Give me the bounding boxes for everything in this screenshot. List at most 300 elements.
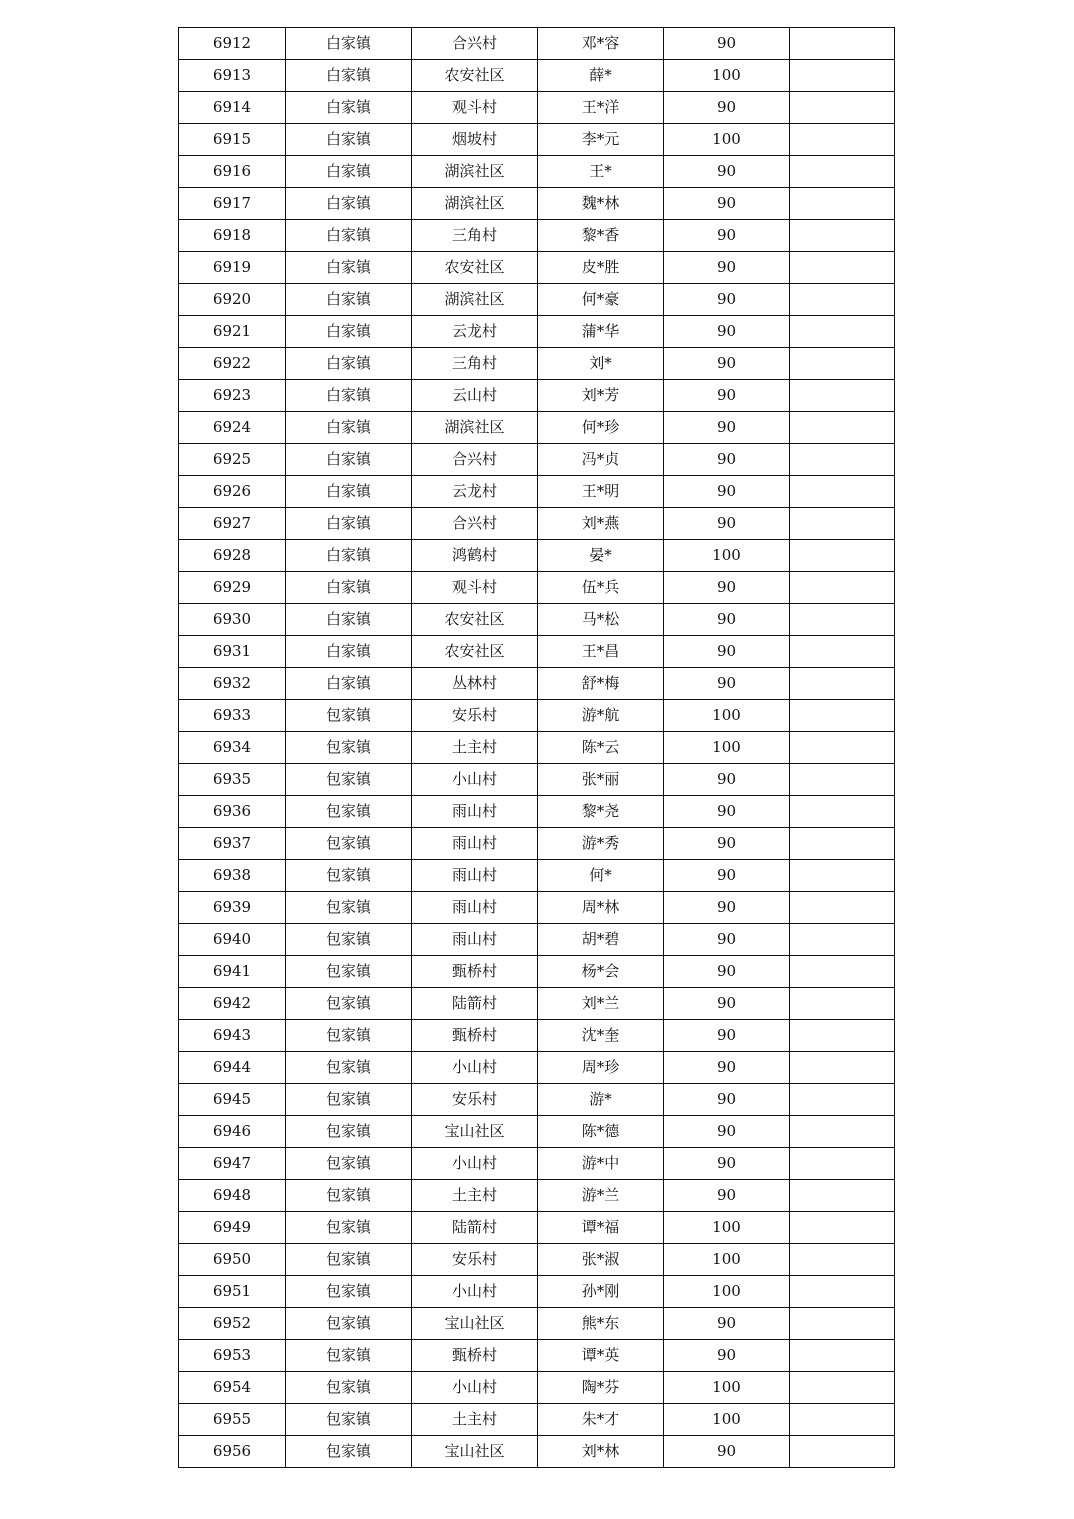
town-cell: 包家镇 bbox=[286, 1180, 412, 1212]
remark-cell bbox=[790, 1116, 895, 1148]
town-cell: 包家镇 bbox=[286, 764, 412, 796]
name-cell: 游*秀 bbox=[538, 828, 664, 860]
name-cell: 薛* bbox=[538, 60, 664, 92]
name-cell: 伍*兵 bbox=[538, 572, 664, 604]
name-cell: 陶*芬 bbox=[538, 1372, 664, 1404]
name-cell: 皮*胜 bbox=[538, 252, 664, 284]
town-cell: 白家镇 bbox=[286, 252, 412, 284]
table-row bbox=[179, 252, 895, 284]
score-cell: 90 bbox=[664, 924, 790, 956]
row-number-cell: 6940 bbox=[179, 924, 286, 956]
village-cell: 农安社区 bbox=[412, 604, 538, 636]
row-number-cell: 6921 bbox=[179, 316, 286, 348]
town-cell: 白家镇 bbox=[286, 92, 412, 124]
score-cell: 90 bbox=[664, 1308, 790, 1340]
name-cell: 谭*福 bbox=[538, 1212, 664, 1244]
row-number-cell: 6947 bbox=[179, 1148, 286, 1180]
score-cell: 90 bbox=[664, 604, 790, 636]
row-number-cell: 6917 bbox=[179, 188, 286, 220]
town-cell: 白家镇 bbox=[286, 156, 412, 188]
name-cell: 沈*奎 bbox=[538, 1020, 664, 1052]
village-cell: 三角村 bbox=[412, 348, 538, 380]
town-cell: 包家镇 bbox=[286, 956, 412, 988]
row-number-cell: 6953 bbox=[179, 1340, 286, 1372]
score-cell: 90 bbox=[664, 764, 790, 796]
village-cell: 湖滨社区 bbox=[412, 188, 538, 220]
remark-cell bbox=[790, 28, 895, 60]
remark-cell bbox=[790, 796, 895, 828]
table-row bbox=[179, 1020, 895, 1052]
remark-cell bbox=[790, 572, 895, 604]
score-cell: 90 bbox=[664, 284, 790, 316]
remark-cell bbox=[790, 444, 895, 476]
village-cell: 宝山社区 bbox=[412, 1116, 538, 1148]
row-number-cell: 6936 bbox=[179, 796, 286, 828]
village-cell: 合兴村 bbox=[412, 28, 538, 60]
row-number-cell: 6922 bbox=[179, 348, 286, 380]
village-cell: 宝山社区 bbox=[412, 1436, 538, 1468]
score-cell: 90 bbox=[664, 252, 790, 284]
town-cell: 白家镇 bbox=[286, 572, 412, 604]
town-cell: 包家镇 bbox=[286, 1020, 412, 1052]
name-cell: 王*洋 bbox=[538, 92, 664, 124]
town-cell: 包家镇 bbox=[286, 1340, 412, 1372]
table-row bbox=[179, 764, 895, 796]
score-cell: 90 bbox=[664, 188, 790, 220]
remark-cell bbox=[790, 508, 895, 540]
score-cell: 100 bbox=[664, 1276, 790, 1308]
town-cell: 包家镇 bbox=[286, 860, 412, 892]
name-cell: 孙*刚 bbox=[538, 1276, 664, 1308]
row-number-cell: 6944 bbox=[179, 1052, 286, 1084]
town-cell: 白家镇 bbox=[286, 220, 412, 252]
name-cell: 魏*林 bbox=[538, 188, 664, 220]
town-cell: 白家镇 bbox=[286, 188, 412, 220]
row-number-cell: 6928 bbox=[179, 540, 286, 572]
village-cell: 鸿鹤村 bbox=[412, 540, 538, 572]
town-cell: 包家镇 bbox=[286, 1116, 412, 1148]
remark-cell bbox=[790, 1436, 895, 1468]
village-cell: 雨山村 bbox=[412, 828, 538, 860]
name-cell: 刘*兰 bbox=[538, 988, 664, 1020]
remark-cell bbox=[790, 1020, 895, 1052]
score-cell: 90 bbox=[664, 316, 790, 348]
score-cell: 90 bbox=[664, 1436, 790, 1468]
town-cell: 包家镇 bbox=[286, 732, 412, 764]
table-row bbox=[179, 1148, 895, 1180]
town-cell: 白家镇 bbox=[286, 604, 412, 636]
town-cell: 包家镇 bbox=[286, 1084, 412, 1116]
town-cell: 包家镇 bbox=[286, 1436, 412, 1468]
remark-cell bbox=[790, 124, 895, 156]
table-row bbox=[179, 700, 895, 732]
score-cell: 100 bbox=[664, 1212, 790, 1244]
remark-cell bbox=[790, 924, 895, 956]
village-cell: 湖滨社区 bbox=[412, 156, 538, 188]
name-cell: 黎*香 bbox=[538, 220, 664, 252]
remark-cell bbox=[790, 348, 895, 380]
row-number-cell: 6945 bbox=[179, 1084, 286, 1116]
table-row bbox=[179, 412, 895, 444]
town-cell: 包家镇 bbox=[286, 1052, 412, 1084]
score-cell: 100 bbox=[664, 60, 790, 92]
town-cell: 白家镇 bbox=[286, 508, 412, 540]
remark-cell bbox=[790, 412, 895, 444]
name-cell: 杨*会 bbox=[538, 956, 664, 988]
town-cell: 白家镇 bbox=[286, 380, 412, 412]
row-number-cell: 6912 bbox=[179, 28, 286, 60]
row-number-cell: 6916 bbox=[179, 156, 286, 188]
score-cell: 90 bbox=[664, 1020, 790, 1052]
table-row bbox=[179, 796, 895, 828]
town-cell: 白家镇 bbox=[286, 540, 412, 572]
village-cell: 丛林村 bbox=[412, 668, 538, 700]
row-number-cell: 6923 bbox=[179, 380, 286, 412]
name-cell: 蒲*华 bbox=[538, 316, 664, 348]
row-number-cell: 6927 bbox=[179, 508, 286, 540]
town-cell: 包家镇 bbox=[286, 1276, 412, 1308]
village-cell: 小山村 bbox=[412, 1052, 538, 1084]
row-number-cell: 6933 bbox=[179, 700, 286, 732]
remark-cell bbox=[790, 1084, 895, 1116]
table-row bbox=[179, 156, 895, 188]
remark-cell bbox=[790, 1372, 895, 1404]
name-cell: 邓*容 bbox=[538, 28, 664, 60]
row-number-cell: 6934 bbox=[179, 732, 286, 764]
table-row bbox=[179, 380, 895, 412]
remark-cell bbox=[790, 60, 895, 92]
row-number-cell: 6951 bbox=[179, 1276, 286, 1308]
remark-cell bbox=[790, 1276, 895, 1308]
name-cell: 王* bbox=[538, 156, 664, 188]
table-row bbox=[179, 1308, 895, 1340]
town-cell: 白家镇 bbox=[286, 412, 412, 444]
remark-cell bbox=[790, 1244, 895, 1276]
table-row bbox=[179, 828, 895, 860]
remark-cell bbox=[790, 92, 895, 124]
village-cell: 小山村 bbox=[412, 1148, 538, 1180]
village-cell: 陆箭村 bbox=[412, 988, 538, 1020]
remark-cell bbox=[790, 1180, 895, 1212]
score-cell: 100 bbox=[664, 1244, 790, 1276]
row-number-cell: 6949 bbox=[179, 1212, 286, 1244]
name-cell: 熊*东 bbox=[538, 1308, 664, 1340]
score-cell: 90 bbox=[664, 1340, 790, 1372]
village-cell: 土主村 bbox=[412, 1180, 538, 1212]
name-cell: 何*珍 bbox=[538, 412, 664, 444]
village-cell: 农安社区 bbox=[412, 60, 538, 92]
score-cell: 90 bbox=[664, 860, 790, 892]
table-row bbox=[179, 316, 895, 348]
table-row bbox=[179, 1340, 895, 1372]
name-cell: 张*丽 bbox=[538, 764, 664, 796]
table-row bbox=[179, 572, 895, 604]
score-cell: 100 bbox=[664, 1404, 790, 1436]
village-cell: 湖滨社区 bbox=[412, 284, 538, 316]
remark-cell bbox=[790, 380, 895, 412]
village-cell: 小山村 bbox=[412, 764, 538, 796]
row-number-cell: 6925 bbox=[179, 444, 286, 476]
score-cell: 90 bbox=[664, 828, 790, 860]
row-number-cell: 6924 bbox=[179, 412, 286, 444]
name-cell: 朱*才 bbox=[538, 1404, 664, 1436]
score-cell: 90 bbox=[664, 444, 790, 476]
village-cell: 土主村 bbox=[412, 1404, 538, 1436]
village-cell: 小山村 bbox=[412, 1276, 538, 1308]
name-cell: 马*松 bbox=[538, 604, 664, 636]
name-cell: 游* bbox=[538, 1084, 664, 1116]
row-number-cell: 6920 bbox=[179, 284, 286, 316]
record-table bbox=[178, 27, 895, 1468]
row-number-cell: 6954 bbox=[179, 1372, 286, 1404]
table-row bbox=[179, 1212, 895, 1244]
score-cell: 90 bbox=[664, 220, 790, 252]
name-cell: 谭*英 bbox=[538, 1340, 664, 1372]
town-cell: 包家镇 bbox=[286, 1308, 412, 1340]
village-cell: 云山村 bbox=[412, 380, 538, 412]
town-cell: 包家镇 bbox=[286, 828, 412, 860]
table-row bbox=[179, 92, 895, 124]
row-number-cell: 6930 bbox=[179, 604, 286, 636]
row-number-cell: 6941 bbox=[179, 956, 286, 988]
score-cell: 90 bbox=[664, 636, 790, 668]
remark-cell bbox=[790, 604, 895, 636]
table-row bbox=[179, 956, 895, 988]
town-cell: 白家镇 bbox=[286, 284, 412, 316]
table-row bbox=[179, 860, 895, 892]
record-table-body bbox=[179, 28, 895, 1468]
remark-cell bbox=[790, 252, 895, 284]
town-cell: 包家镇 bbox=[286, 1212, 412, 1244]
village-cell: 安乐村 bbox=[412, 700, 538, 732]
row-number-cell: 6918 bbox=[179, 220, 286, 252]
score-cell: 90 bbox=[664, 92, 790, 124]
table-row bbox=[179, 1084, 895, 1116]
remark-cell bbox=[790, 764, 895, 796]
table-row bbox=[179, 1244, 895, 1276]
town-cell: 白家镇 bbox=[286, 316, 412, 348]
table-row bbox=[179, 1052, 895, 1084]
score-cell: 90 bbox=[664, 956, 790, 988]
name-cell: 刘*芳 bbox=[538, 380, 664, 412]
table-row bbox=[179, 924, 895, 956]
village-cell: 雨山村 bbox=[412, 924, 538, 956]
row-number-cell: 6929 bbox=[179, 572, 286, 604]
score-cell: 90 bbox=[664, 412, 790, 444]
score-cell: 90 bbox=[664, 28, 790, 60]
table-row bbox=[179, 1180, 895, 1212]
score-cell: 100 bbox=[664, 732, 790, 764]
town-cell: 白家镇 bbox=[286, 60, 412, 92]
table-row bbox=[179, 540, 895, 572]
score-cell: 90 bbox=[664, 1084, 790, 1116]
score-cell: 90 bbox=[664, 476, 790, 508]
row-number-cell: 6948 bbox=[179, 1180, 286, 1212]
name-cell: 晏* bbox=[538, 540, 664, 572]
village-cell: 农安社区 bbox=[412, 636, 538, 668]
remark-cell bbox=[790, 156, 895, 188]
score-cell: 90 bbox=[664, 156, 790, 188]
village-cell: 观斗村 bbox=[412, 92, 538, 124]
row-number-cell: 6926 bbox=[179, 476, 286, 508]
town-cell: 白家镇 bbox=[286, 668, 412, 700]
remark-cell bbox=[790, 828, 895, 860]
row-number-cell: 6931 bbox=[179, 636, 286, 668]
village-cell: 陆箭村 bbox=[412, 1212, 538, 1244]
table-row bbox=[179, 28, 895, 60]
remark-cell bbox=[790, 476, 895, 508]
village-cell: 雨山村 bbox=[412, 860, 538, 892]
table-row bbox=[179, 444, 895, 476]
town-cell: 白家镇 bbox=[286, 444, 412, 476]
remark-cell bbox=[790, 316, 895, 348]
town-cell: 白家镇 bbox=[286, 348, 412, 380]
remark-cell bbox=[790, 956, 895, 988]
table-row bbox=[179, 348, 895, 380]
town-cell: 包家镇 bbox=[286, 1148, 412, 1180]
row-number-cell: 6943 bbox=[179, 1020, 286, 1052]
row-number-cell: 6946 bbox=[179, 1116, 286, 1148]
village-cell: 烟坡村 bbox=[412, 124, 538, 156]
village-cell: 安乐村 bbox=[412, 1084, 538, 1116]
village-cell: 甄桥村 bbox=[412, 1340, 538, 1372]
row-number-cell: 6915 bbox=[179, 124, 286, 156]
town-cell: 包家镇 bbox=[286, 1372, 412, 1404]
score-cell: 90 bbox=[664, 1148, 790, 1180]
remark-cell bbox=[790, 860, 895, 892]
town-cell: 包家镇 bbox=[286, 700, 412, 732]
score-cell: 90 bbox=[664, 892, 790, 924]
table-row bbox=[179, 220, 895, 252]
row-number-cell: 6950 bbox=[179, 1244, 286, 1276]
table-row bbox=[179, 476, 895, 508]
village-cell: 云龙村 bbox=[412, 316, 538, 348]
village-cell: 雨山村 bbox=[412, 796, 538, 828]
row-number-cell: 6942 bbox=[179, 988, 286, 1020]
table-row bbox=[179, 1372, 895, 1404]
table-row bbox=[179, 636, 895, 668]
score-cell: 100 bbox=[664, 700, 790, 732]
score-cell: 90 bbox=[664, 380, 790, 412]
score-cell: 100 bbox=[664, 1372, 790, 1404]
town-cell: 包家镇 bbox=[286, 796, 412, 828]
table-row bbox=[179, 988, 895, 1020]
village-cell: 农安社区 bbox=[412, 252, 538, 284]
score-cell: 90 bbox=[664, 1180, 790, 1212]
score-cell: 90 bbox=[664, 508, 790, 540]
name-cell: 李*元 bbox=[538, 124, 664, 156]
town-cell: 白家镇 bbox=[286, 476, 412, 508]
village-cell: 宝山社区 bbox=[412, 1308, 538, 1340]
village-cell: 雨山村 bbox=[412, 892, 538, 924]
row-number-cell: 6913 bbox=[179, 60, 286, 92]
row-number-cell: 6919 bbox=[179, 252, 286, 284]
town-cell: 包家镇 bbox=[286, 892, 412, 924]
remark-cell bbox=[790, 284, 895, 316]
name-cell: 何*豪 bbox=[538, 284, 664, 316]
table-row bbox=[179, 1116, 895, 1148]
row-number-cell: 6956 bbox=[179, 1436, 286, 1468]
name-cell: 张*淑 bbox=[538, 1244, 664, 1276]
name-cell: 胡*碧 bbox=[538, 924, 664, 956]
row-number-cell: 6955 bbox=[179, 1404, 286, 1436]
name-cell: 舒*梅 bbox=[538, 668, 664, 700]
table-row bbox=[179, 1276, 895, 1308]
score-cell: 90 bbox=[664, 988, 790, 1020]
town-cell: 白家镇 bbox=[286, 124, 412, 156]
town-cell: 白家镇 bbox=[286, 28, 412, 60]
score-cell: 90 bbox=[664, 668, 790, 700]
name-cell: 刘* bbox=[538, 348, 664, 380]
village-cell: 合兴村 bbox=[412, 508, 538, 540]
table-row bbox=[179, 1404, 895, 1436]
name-cell: 王*明 bbox=[538, 476, 664, 508]
remark-cell bbox=[790, 988, 895, 1020]
town-cell: 包家镇 bbox=[286, 1404, 412, 1436]
score-cell: 90 bbox=[664, 1116, 790, 1148]
name-cell: 何* bbox=[538, 860, 664, 892]
table-row bbox=[179, 60, 895, 92]
score-cell: 90 bbox=[664, 572, 790, 604]
name-cell: 陈*云 bbox=[538, 732, 664, 764]
row-number-cell: 6932 bbox=[179, 668, 286, 700]
remark-cell bbox=[790, 220, 895, 252]
table-row bbox=[179, 284, 895, 316]
row-number-cell: 6938 bbox=[179, 860, 286, 892]
table-row bbox=[179, 604, 895, 636]
village-cell: 安乐村 bbox=[412, 1244, 538, 1276]
score-cell: 100 bbox=[664, 124, 790, 156]
name-cell: 周*珍 bbox=[538, 1052, 664, 1084]
name-cell: 王*昌 bbox=[538, 636, 664, 668]
remark-cell bbox=[790, 636, 895, 668]
table-row bbox=[179, 1436, 895, 1468]
name-cell: 黎*尧 bbox=[538, 796, 664, 828]
table-row bbox=[179, 732, 895, 764]
village-cell: 湖滨社区 bbox=[412, 412, 538, 444]
village-cell: 合兴村 bbox=[412, 444, 538, 476]
village-cell: 云龙村 bbox=[412, 476, 538, 508]
row-number-cell: 6937 bbox=[179, 828, 286, 860]
remark-cell bbox=[790, 1212, 895, 1244]
village-cell: 甄桥村 bbox=[412, 956, 538, 988]
table-row bbox=[179, 668, 895, 700]
row-number-cell: 6952 bbox=[179, 1308, 286, 1340]
town-cell: 包家镇 bbox=[286, 924, 412, 956]
remark-cell bbox=[790, 540, 895, 572]
remark-cell bbox=[790, 732, 895, 764]
remark-cell bbox=[790, 700, 895, 732]
name-cell: 游*中 bbox=[538, 1148, 664, 1180]
village-cell: 土主村 bbox=[412, 732, 538, 764]
town-cell: 包家镇 bbox=[286, 988, 412, 1020]
name-cell: 刘*林 bbox=[538, 1436, 664, 1468]
village-cell: 小山村 bbox=[412, 1372, 538, 1404]
remark-cell bbox=[790, 892, 895, 924]
village-cell: 三角村 bbox=[412, 220, 538, 252]
row-number-cell: 6914 bbox=[179, 92, 286, 124]
score-cell: 100 bbox=[664, 540, 790, 572]
remark-cell bbox=[790, 188, 895, 220]
row-number-cell: 6939 bbox=[179, 892, 286, 924]
table-row bbox=[179, 892, 895, 924]
name-cell: 陈*德 bbox=[538, 1116, 664, 1148]
remark-cell bbox=[790, 1340, 895, 1372]
score-cell: 90 bbox=[664, 348, 790, 380]
name-cell: 周*林 bbox=[538, 892, 664, 924]
village-cell: 甄桥村 bbox=[412, 1020, 538, 1052]
town-cell: 白家镇 bbox=[286, 636, 412, 668]
